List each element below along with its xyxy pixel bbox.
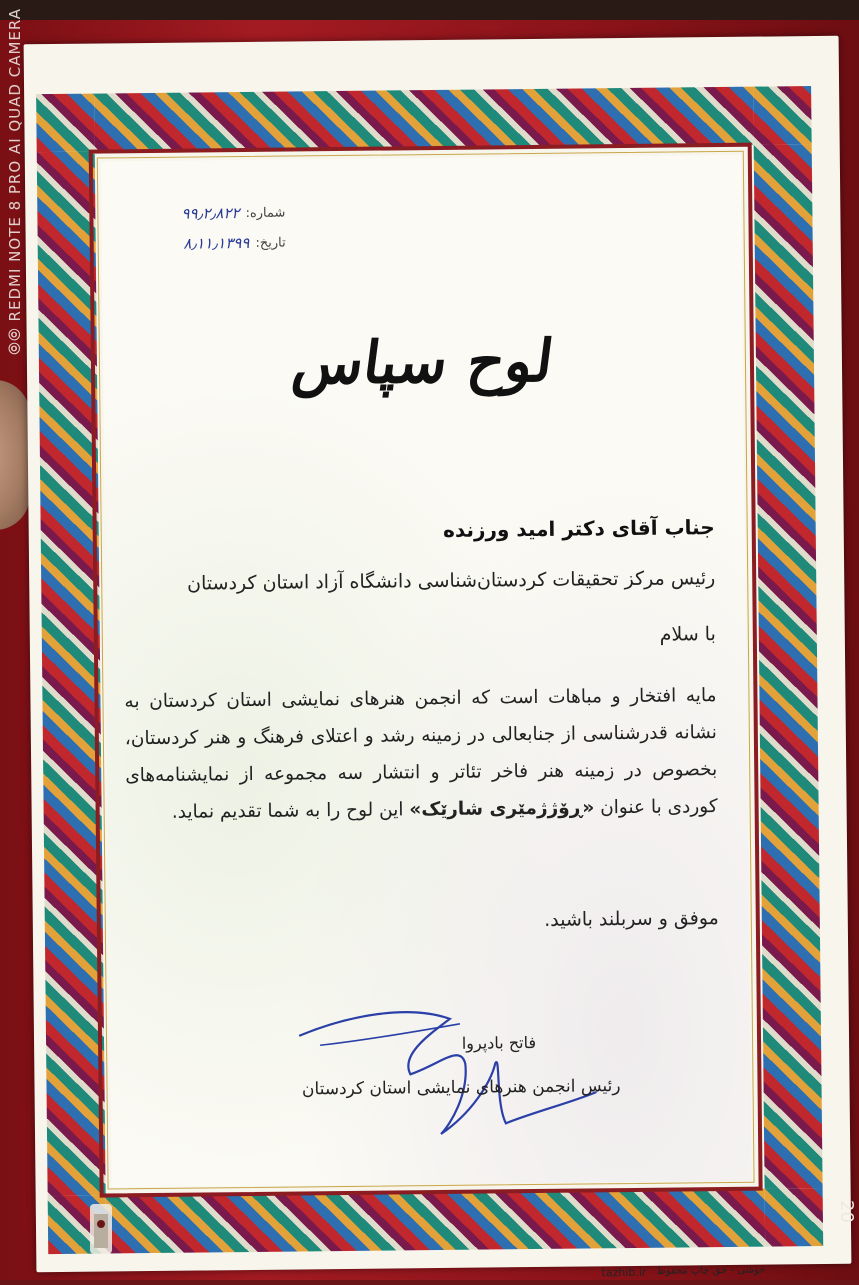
- date-label: تاریخ:: [255, 235, 286, 251]
- certificate-paper: [24, 36, 852, 1280]
- certificate-body: [124, 677, 718, 831]
- closing-wish: موفق و سربلند باشید.: [544, 907, 719, 931]
- footer-copyright: خوشی - حق چاپ محفوظ: [656, 1264, 766, 1277]
- camera-watermark-line1: REDMI NOTE 8 PRO: [6, 159, 24, 322]
- signatory-title: رئیس انجمن هنرهای نمایشی استان کردستان: [301, 1076, 621, 1100]
- body-text-part2: این لوح را به شما تقدیم نماید.: [171, 799, 410, 823]
- date-row: [116, 228, 286, 260]
- certificate-title: لوح سپاس: [288, 326, 558, 398]
- certificate-content: [101, 155, 752, 1188]
- number-row: [115, 198, 285, 230]
- hand-holding-paper: [0, 380, 30, 530]
- footer-site: tazhib.ir: [601, 1265, 647, 1280]
- number-value: ۹۹٫۲٫۸۲۲: [181, 204, 240, 223]
- number-label: شماره:: [245, 205, 286, 221]
- page-number: 20: [836, 1200, 857, 1223]
- camera-watermark: [6, 8, 24, 355]
- document-meta: [115, 198, 286, 260]
- addressee-name: جناب آقای دکتر امید ورزنده: [442, 515, 715, 542]
- signatory-name: فاتح بادپروا: [461, 1032, 537, 1053]
- theater-logo-icon: [58, 1196, 148, 1266]
- addressee-position: رئیس مرکز تحقیقات کردستان‌شناسی دانشگاه آزاد استان کردستان: [187, 567, 716, 595]
- book-title: «ڕۆژژمێری شارێک»: [409, 797, 595, 821]
- date-value: ۸٫۱۱٫۱۳۹۹: [183, 233, 250, 253]
- handwritten-signature: [290, 992, 612, 1145]
- camera-watermark-line2: AI QUAD CAMERA: [6, 8, 24, 155]
- greeting: با سلام: [659, 623, 716, 646]
- body-text-part1: مایه افتخار و مباهات است که انجمن هنرهای نمایشی استان کردستان به نشانه قدرشناسی از جنابعالی در زمینه رشد و اعتلای فرهنگ و هنر کردستان، بخصوص در زمینه هنر فاخر تئاتر و انتشار سه مجموعه از نمایشنامه‌های کوردی با عنوان: [124, 685, 718, 819]
- camera-lens-icon: ⦾⦾: [5, 327, 24, 355]
